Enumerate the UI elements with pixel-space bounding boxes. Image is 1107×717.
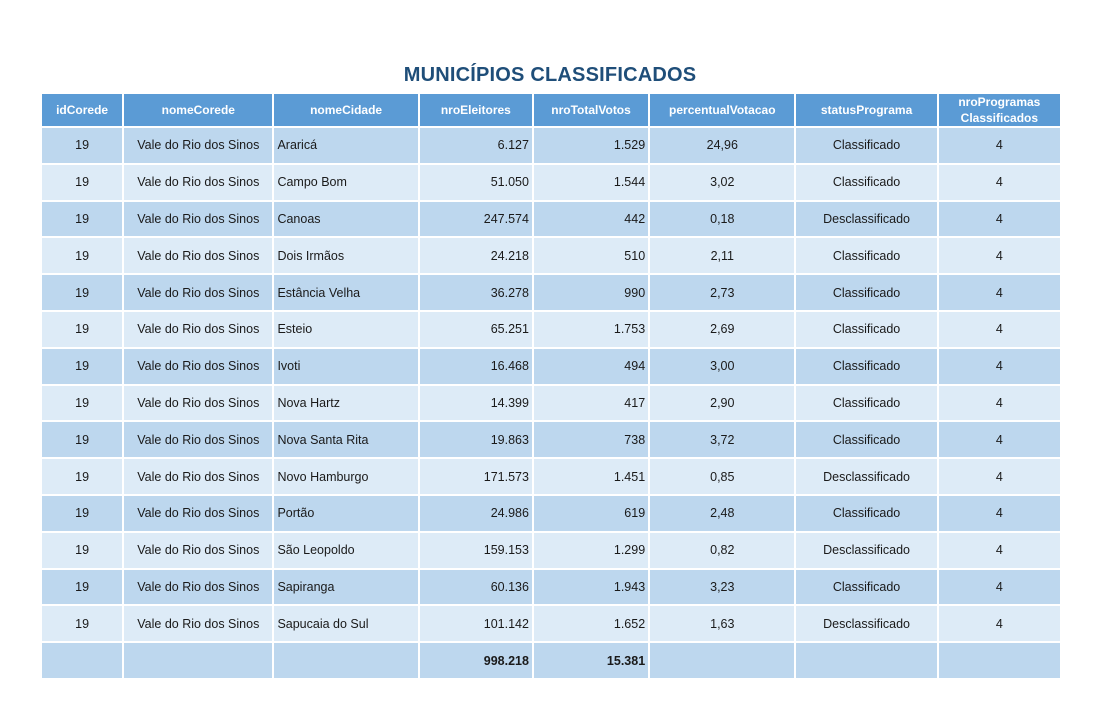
cell-nomecidade: Dois Irmãos [274,238,417,273]
total-empty-cell [939,643,1060,678]
page-title: MUNICÍPIOS CLASSIFICADOS [403,64,697,86]
cell-nomecorede: Vale do Rio dos Sinos [124,422,272,457]
cell-nomecorede: Vale do Rio dos Sinos [124,570,272,605]
table-row [42,422,1060,457]
cell-idcorede: 19 [42,312,122,347]
cell-idcorede: 19 [42,165,122,200]
header-nroeleitores: nroEleitores [420,94,532,126]
cell-statusprograma: Classificado [796,128,936,163]
cell-nroeleitores: 24.218 [420,238,532,273]
header-nrototalvotos: nroTotalVotos [534,94,648,126]
cell-statusprograma: Desclassificado [796,459,936,494]
cell-nomecidade: Araricá [274,128,417,163]
cell-nomecorede: Vale do Rio dos Sinos [124,606,272,641]
cell-nomecorede: Vale do Rio dos Sinos [124,386,272,421]
cell-percentualvotacao: 2,48 [650,496,794,531]
cell-nroprogramas: 4 [939,349,1060,384]
table-row [42,128,1060,163]
cell-percentualvotacao: 2,90 [650,386,794,421]
cell-nroprogramas: 4 [939,312,1060,347]
cell-nroeleitores: 60.136 [420,570,532,605]
cell-nrototalvotos: 738 [534,422,648,457]
cell-nroeleitores: 14.399 [420,386,532,421]
cell-nrototalvotos: 1.943 [534,570,648,605]
cell-nroeleitores: 24.986 [420,496,532,531]
header-nomecidade: nomeCidade [274,94,417,126]
cell-statusprograma: Classificado [796,165,936,200]
cell-nroeleitores: 101.142 [420,606,532,641]
header-statusprograma: statusPrograma [796,94,936,126]
cell-nroprogramas: 4 [939,459,1060,494]
cell-nomecorede: Vale do Rio dos Sinos [124,165,272,200]
cell-percentualvotacao: 0,85 [650,459,794,494]
total-empty-cell [650,643,794,678]
cell-percentualvotacao: 0,82 [650,533,794,568]
table-row [42,202,1060,237]
cell-nomecidade: Ivoti [274,349,417,384]
table-row [42,275,1060,310]
table-row [42,312,1060,347]
table-row [42,386,1060,421]
header-nroprogramas-classificados: nroProgramas Classificados [939,94,1060,126]
cell-percentualvotacao: 3,23 [650,570,794,605]
cell-nrototalvotos: 1.544 [534,165,648,200]
total-nrototalvotos: 15.381 [534,643,648,678]
cell-nroprogramas: 4 [939,165,1060,200]
cell-nomecidade: São Leopoldo [274,533,417,568]
cell-statusprograma: Classificado [796,570,936,605]
table-row [42,459,1060,494]
cell-nrototalvotos: 510 [534,238,648,273]
cell-nroprogramas: 4 [939,238,1060,273]
cell-nroprogramas: 4 [939,606,1060,641]
cell-statusprograma: Desclassificado [796,606,936,641]
cell-idcorede: 19 [42,570,122,605]
cell-nrototalvotos: 1.652 [534,606,648,641]
cell-nroprogramas: 4 [939,275,1060,310]
table-row [42,165,1060,200]
cell-percentualvotacao: 3,00 [650,349,794,384]
cell-percentualvotacao: 1,63 [650,606,794,641]
cell-nomecidade: Canoas [274,202,417,237]
cell-percentualvotacao: 0,18 [650,202,794,237]
cell-nroprogramas: 4 [939,128,1060,163]
cell-idcorede: 19 [42,349,122,384]
cell-statusprograma: Classificado [796,496,936,531]
total-empty-cell [42,643,122,678]
cell-nomecorede: Vale do Rio dos Sinos [124,238,272,273]
cell-nroeleitores: 6.127 [420,128,532,163]
cell-nroeleitores: 51.050 [420,165,532,200]
cell-statusprograma: Classificado [796,386,936,421]
cell-nomecidade: Portão [274,496,417,531]
table-row [42,496,1060,531]
cell-idcorede: 19 [42,202,122,237]
total-empty-cell [124,643,272,678]
cell-nroeleitores: 171.573 [420,459,532,494]
totals-row [42,643,1060,678]
cell-nomecorede: Vale do Rio dos Sinos [124,533,272,568]
cell-nomecidade: Sapiranga [274,570,417,605]
cell-statusprograma: Desclassificado [796,533,936,568]
cell-nomecidade: Campo Bom [274,165,417,200]
cell-nrototalvotos: 494 [534,349,648,384]
cell-nomecorede: Vale do Rio dos Sinos [124,202,272,237]
cell-statusprograma: Desclassificado [796,202,936,237]
cell-nomecidade: Esteio [274,312,417,347]
municipios-table [40,92,1062,680]
cell-nroprogramas: 4 [939,386,1060,421]
cell-statusprograma: Classificado [796,422,936,457]
cell-nomecidade: Estância Velha [274,275,417,310]
cell-nroprogramas: 4 [939,496,1060,531]
cell-nrototalvotos: 1.753 [534,312,648,347]
table-header-row [42,94,1060,126]
cell-idcorede: 19 [42,275,122,310]
cell-nroeleitores: 36.278 [420,275,532,310]
cell-nrototalvotos: 442 [534,202,648,237]
cell-statusprograma: Classificado [796,238,936,273]
cell-nomecidade: Nova Hartz [274,386,417,421]
cell-idcorede: 19 [42,496,122,531]
cell-statusprograma: Classificado [796,275,936,310]
cell-nomecidade: Sapucaia do Sul [274,606,417,641]
cell-nroprogramas: 4 [939,202,1060,237]
cell-nroeleitores: 19.863 [420,422,532,457]
cell-nomecorede: Vale do Rio dos Sinos [124,312,272,347]
cell-nomecorede: Vale do Rio dos Sinos [124,128,272,163]
header-percentualvotacao: percentualVotacao [650,94,794,126]
table-body [42,128,1060,641]
cell-percentualvotacao: 2,73 [650,275,794,310]
cell-nroeleitores: 159.153 [420,533,532,568]
cell-percentualvotacao: 3,02 [650,165,794,200]
cell-idcorede: 19 [42,459,122,494]
cell-nrototalvotos: 1.529 [534,128,648,163]
header-nomecorede: nomeCorede [124,94,272,126]
cell-nomecorede: Vale do Rio dos Sinos [124,275,272,310]
cell-percentualvotacao: 2,11 [650,238,794,273]
cell-idcorede: 19 [42,533,122,568]
cell-percentualvotacao: 24,96 [650,128,794,163]
cell-idcorede: 19 [42,422,122,457]
cell-nroprogramas: 4 [939,570,1060,605]
cell-statusprograma: Classificado [796,349,936,384]
table-row [42,349,1060,384]
cell-nomecorede: Vale do Rio dos Sinos [124,459,272,494]
total-nroeleitores: 998.218 [420,643,532,678]
cell-nroeleitores: 247.574 [420,202,532,237]
cell-nomecidade: Novo Hamburgo [274,459,417,494]
table-row [42,606,1060,641]
cell-nrototalvotos: 619 [534,496,648,531]
total-empty-cell [274,643,417,678]
cell-nomecorede: Vale do Rio dos Sinos [124,496,272,531]
cell-idcorede: 19 [42,128,122,163]
cell-nroprogramas: 4 [939,533,1060,568]
cell-nrototalvotos: 1.299 [534,533,648,568]
total-empty-cell [796,643,936,678]
table-row [42,570,1060,605]
table-row [42,533,1060,568]
cell-percentualvotacao: 3,72 [650,422,794,457]
header-idcorede: idCorede [42,94,122,126]
cell-nrototalvotos: 417 [534,386,648,421]
cell-statusprograma: Classificado [796,312,936,347]
cell-nroeleitores: 65.251 [420,312,532,347]
cell-nrototalvotos: 990 [534,275,648,310]
cell-nroprogramas: 4 [939,422,1060,457]
cell-nomecorede: Vale do Rio dos Sinos [124,349,272,384]
cell-nroeleitores: 16.468 [420,349,532,384]
cell-nomecidade: Nova Santa Rita [274,422,417,457]
cell-idcorede: 19 [42,386,122,421]
cell-idcorede: 19 [42,238,122,273]
table-row [42,238,1060,273]
cell-percentualvotacao: 2,69 [650,312,794,347]
cell-nrototalvotos: 1.451 [534,459,648,494]
cell-idcorede: 19 [42,606,122,641]
